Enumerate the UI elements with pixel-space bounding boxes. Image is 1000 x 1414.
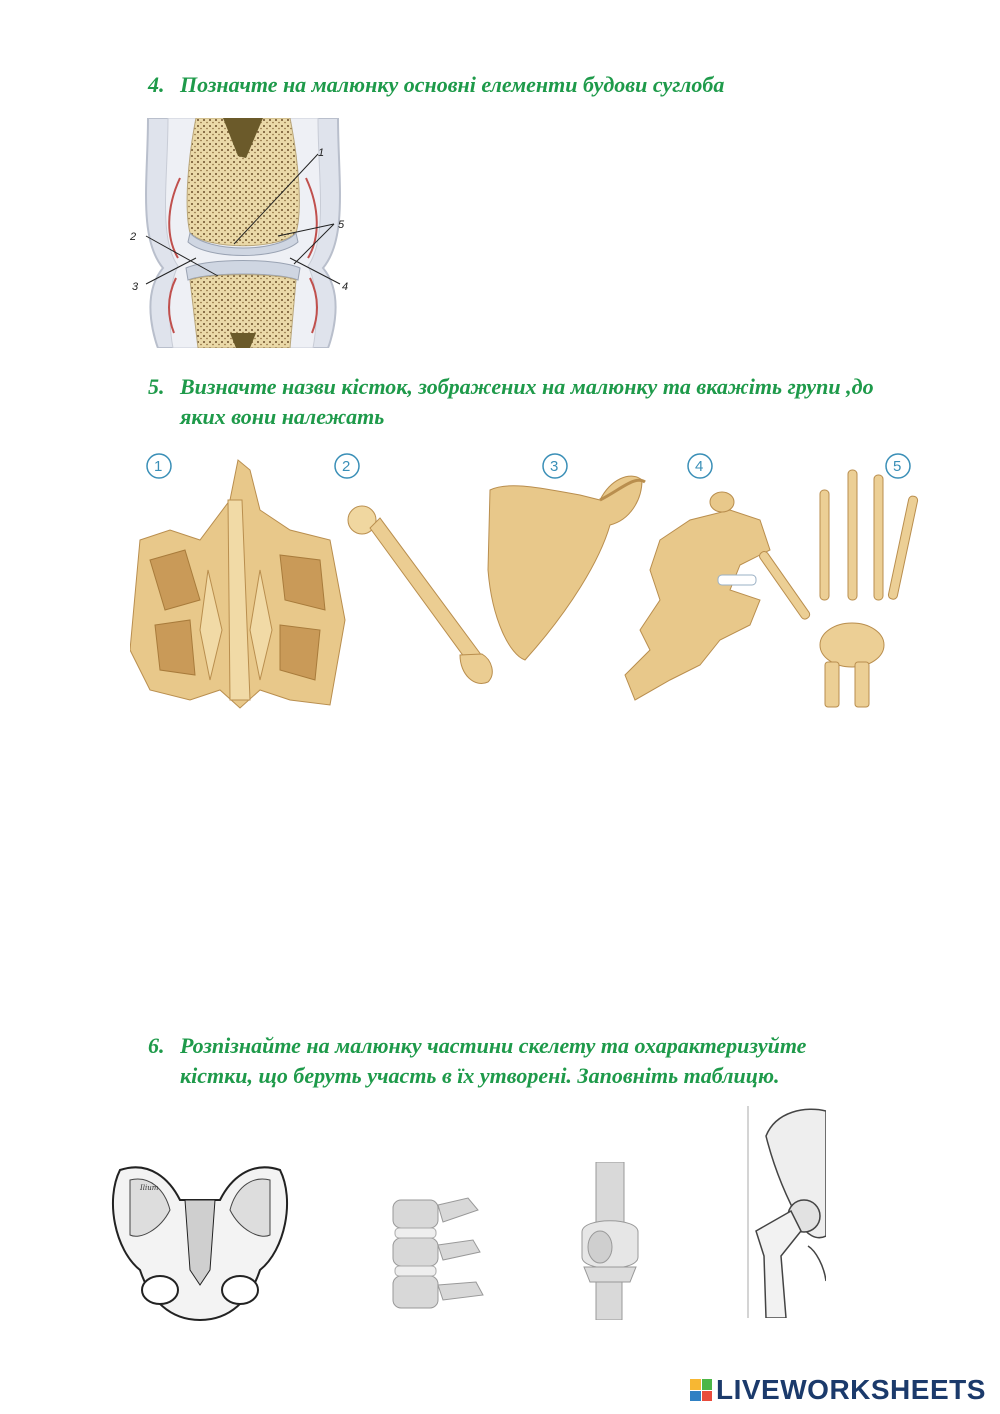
- question-text-line2: кістки, що беруть участь в їх утворені. Заповніть таблицю.: [180, 1063, 780, 1088]
- vertebrae-bone-image: [625, 492, 770, 700]
- question-number: 4.: [148, 72, 165, 97]
- question-text-line2: яких вони належать: [180, 404, 385, 429]
- joint-label-4: 4: [342, 281, 349, 293]
- question-6: [148, 1031, 806, 1091]
- hand-bone-image: [758, 470, 918, 707]
- svg-text:4: 4: [695, 458, 704, 475]
- svg-text:3: 3: [550, 458, 559, 475]
- question-5: [148, 372, 874, 432]
- ethmoid-bone-image: [130, 460, 345, 708]
- joint-label-1: 1: [318, 147, 325, 159]
- bone-number-3: [543, 454, 567, 478]
- question-text-line1: Визначте назви кісток, зображених на малюнку та вкажіть групи ,до: [180, 374, 874, 399]
- bones-figure: [130, 450, 930, 715]
- liveworksheets-logo: [690, 1374, 986, 1406]
- joint-label-2: 2: [130, 231, 137, 243]
- bone-number-1: [147, 454, 171, 478]
- bone-number-5: [886, 454, 910, 478]
- question-number: 5.: [148, 374, 165, 399]
- svg-text:5: 5: [893, 458, 902, 475]
- question-text: Позначте на малюнку основні елементи будови суглоба: [180, 72, 725, 97]
- hip-joint-image: [746, 1106, 826, 1318]
- svg-text:2: 2: [342, 458, 351, 475]
- logo-text: LIVEWORKSHEETS: [716, 1374, 986, 1405]
- bone-number-4: [688, 454, 712, 478]
- bone-number-2: [335, 454, 359, 478]
- humerus-bone-image: [348, 506, 492, 683]
- spine-segment-image: [388, 1190, 488, 1320]
- joint-diagram: [118, 118, 368, 348]
- pelvis-label: Ilium: [140, 1184, 159, 1192]
- svg-text:1: 1: [154, 458, 163, 475]
- question-4: [148, 70, 724, 100]
- question-number: 6.: [148, 1033, 165, 1058]
- pelvis-image: [100, 1160, 300, 1325]
- question-text-line1: Розпізнайте на малюнку частини скелету та охарактеризуйте: [180, 1033, 807, 1058]
- knee-joint-image: [570, 1162, 650, 1320]
- joint-label-3: 3: [132, 281, 139, 293]
- scapula-bone-image: [488, 476, 645, 660]
- joint-label-5: 5: [338, 219, 345, 231]
- logo-grid-icon: [690, 1379, 712, 1401]
